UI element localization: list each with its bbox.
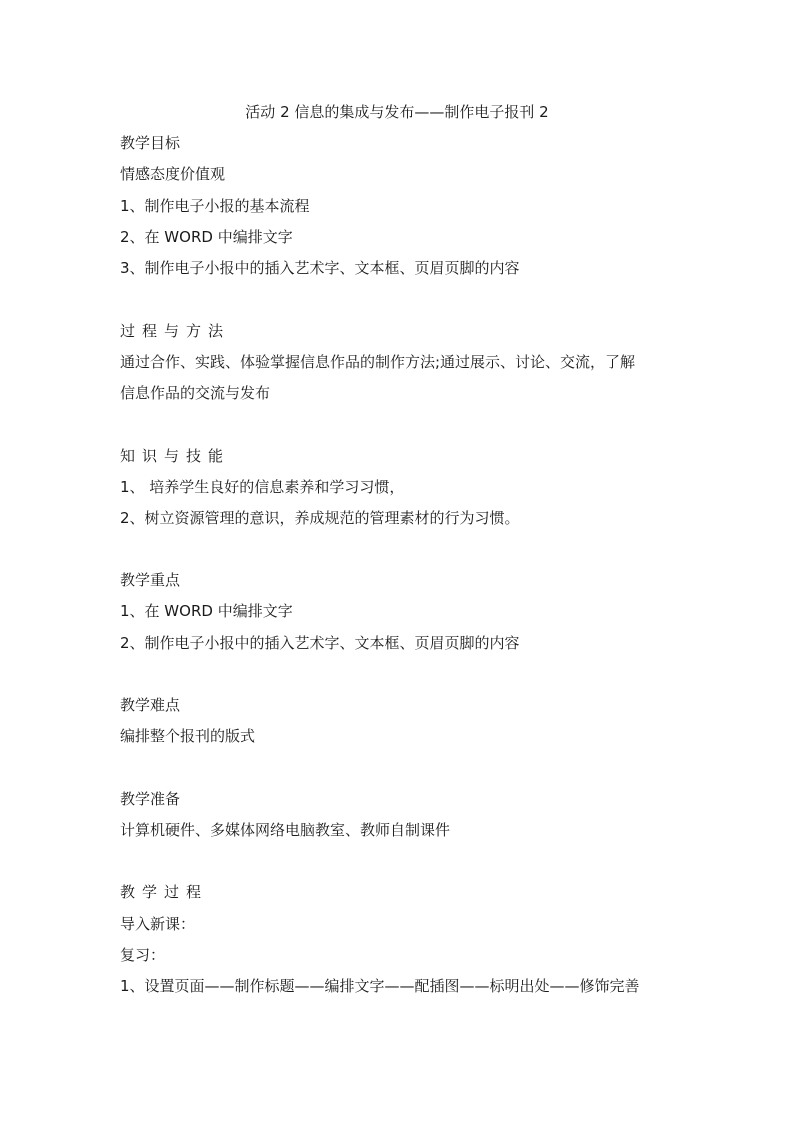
process-heading: 过程与方法 — [120, 322, 231, 340]
key-points-item-2: 2、制作电子小报中的插入艺术字、文本框、页眉页脚的内容 — [120, 634, 520, 652]
skills-heading: 知识与技能 — [120, 447, 231, 465]
process-text-line-2: 信息作品的交流与发布 — [120, 384, 271, 402]
objectives-heading: 教学目标 — [120, 134, 181, 152]
skills-item-1: 1、 培养学生良好的信息素养和学习习惯， — [120, 478, 405, 496]
review-item-1: 1、设置页面——制作标题——编排文字——配插图——标明出处——修饰完善 — [120, 977, 640, 995]
key-points-item-1: 1、在 WORD 中编排文字 — [120, 602, 293, 620]
review-label: 复习： — [120, 946, 166, 964]
key-points-heading: 教学重点 — [120, 571, 181, 589]
emotion-item-3: 3、制作电子小报中的插入艺术字、文本框、页眉页脚的内容 — [120, 259, 520, 277]
process-text-line-1: 通过合作、实践、体验掌握信息作品的制作方法;通过展示、讨论、交流，了解 — [120, 353, 636, 371]
emotion-item-2: 2、在 WORD 中编排文字 — [120, 228, 293, 246]
document-title: 活动 2 信息的集成与发布——制作电子报刊 2 — [245, 103, 549, 121]
difficulty-heading: 教学难点 — [120, 696, 181, 714]
teaching-process-heading: 教学过程 — [120, 883, 209, 901]
preparation-heading: 教学准备 — [120, 790, 181, 808]
difficulty-text: 编排整个报刊的版式 — [120, 727, 256, 745]
preparation-text: 计算机硬件、多媒体网络电脑教室、教师自制课件 — [120, 821, 451, 839]
emotion-item-1: 1、制作电子小报的基本流程 — [120, 197, 310, 215]
skills-item-2: 2、树立资源管理的意识，养成规范的管理素材的行为习惯。 — [120, 509, 520, 527]
emotion-heading: 情感态度价值观 — [120, 165, 226, 183]
intro-label: 导入新课： — [120, 915, 196, 933]
